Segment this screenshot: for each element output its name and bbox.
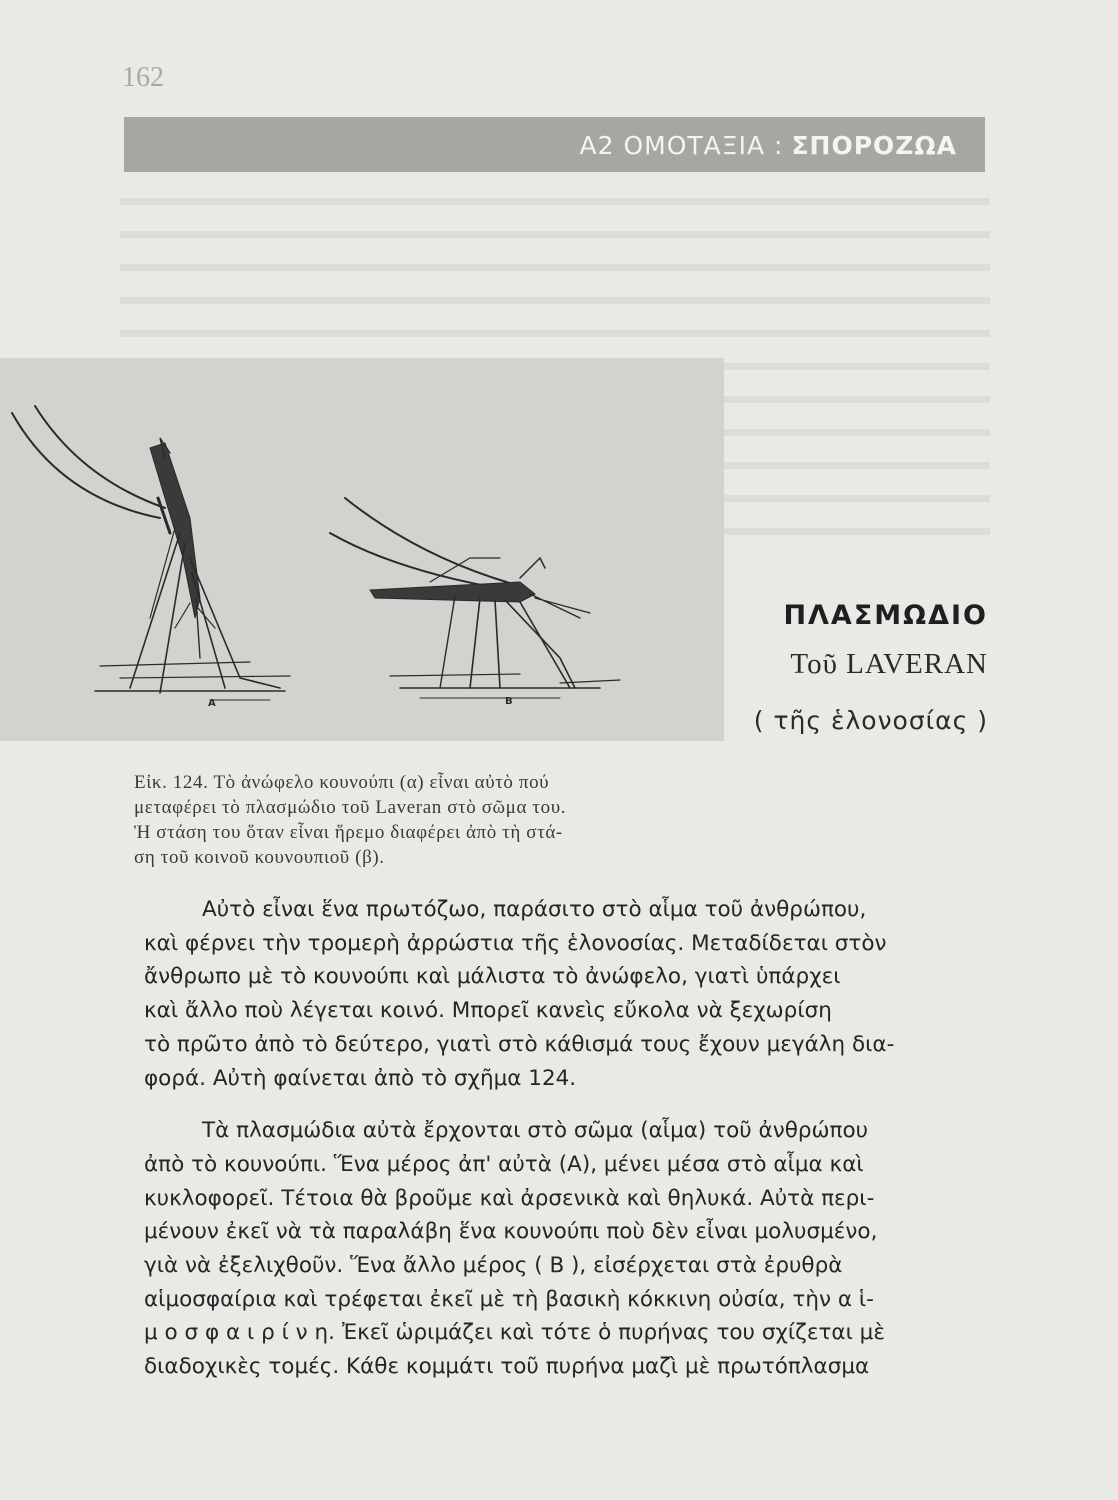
anopheles-mosquito-drawing — [12, 406, 290, 700]
chapter-header-band — [124, 117, 985, 172]
caption-line: Ἡ στάση του ὅταν εἶναι ἥρεμο διαφέρει ἀπὸ τὴ στά- — [134, 822, 563, 843]
figure-label-b: B — [505, 696, 513, 707]
body-line: Αὐτὸ εἶναι ἕνα πρωτόζωο, παράσιτο στὸ αἷμα τοῦ ἀνθρώπου, — [202, 897, 867, 922]
figure-label-a: A — [208, 698, 216, 709]
body-line: ἀπὸ τὸ κουνούπι. Ἕνα μέρος ἀπ' αὐτὰ (Α), μένει μέσα στὸ αἷμα καὶ — [144, 1151, 864, 1177]
body-line: Τὰ πλασμώδια αὐτὰ ἔρχονται στὸ σῶμα (αἷμα) τοῦ ἀνθρώπου — [202, 1118, 869, 1144]
culex-mosquito-drawing — [330, 498, 620, 698]
body-line: διαδοχικὲς τομές. Κάθε κομμάτι τοῦ πυρήνα μαζὶ μὲ πρωτόπλασμα — [144, 1354, 870, 1380]
chapter-class-label: A2 ΟΜΟΤΑΞΙΑ : — [579, 131, 784, 160]
chapter-header — [580, 131, 957, 160]
body-line: μένουν ἐκεῖ νὰ τὰ παραλάβη ἕνα κουνούπι ποὺ δὲν εἶναι μολυσμένο, — [144, 1219, 878, 1245]
body-line: καὶ φέρνει τὴν τρομερὴ ἀρρώστια τῆς ἑλονοσίας. Μεταδίδεται στὸν — [144, 930, 887, 956]
caption-line: Εἰκ. 124. Τὸ ἀνώφελο κουνούπι (α) εἶναι αὐτὸ πού — [134, 772, 550, 793]
page-number: 162 — [122, 62, 164, 93]
chapter-title: ΣΠΟΡΟΖΩΑ — [791, 131, 957, 160]
mosquito-figure — [0, 358, 724, 741]
body-line: φορά. Αὐτὴ φαίνεται ἀπὸ τὸ σχῆμα 124. — [144, 1065, 577, 1091]
section-subtitle: ( τῆς ἑλονοσίας ) — [753, 706, 988, 735]
section-author: Τοῦ LAVERAN — [790, 648, 988, 680]
body-line: τὸ πρῶτο ἀπὸ τὸ δεύτερο, γιατὶ στὸ κάθισμά τους ἔχουν μεγάλη δια- — [144, 1031, 895, 1057]
caption-line: ση τοῦ κοινοῦ κουνουπιοῦ (β). — [134, 847, 385, 868]
figure-caption — [134, 770, 734, 870]
paragraph-gap — [144, 1095, 992, 1114]
body-line: κυκλοφορεῖ. Τέτοια θὰ βροῦμε καὶ ἀρσενικὰ καὶ θηλυκά. Αὐτὰ περι- — [144, 1185, 875, 1211]
body-line: καὶ ἄλλο ποὺ λέγεται κοινό. Μπορεῖ κανεὶς εὔκολα νὰ ξεχωρίση — [144, 998, 832, 1024]
mosquito-illustration — [0, 358, 724, 741]
body-line: αἱμοσφαίρια καὶ τρέφεται ἐκεῖ μὲ τὴ βασικὴ κόκκινη οὐσία, τὴν α ἱ- — [144, 1286, 874, 1312]
body-text — [144, 893, 992, 1384]
caption-line: μεταφέρει τὸ πλασμώδιο τοῦ Laveran στὸ σῶμα του. — [134, 797, 567, 818]
body-line: γιὰ νὰ ἐξελιχθοῦν. Ἕνα ἄλλο μέρος ( Β ), εἰσέρχεται στὰ ἐρυθρὰ — [144, 1253, 843, 1279]
body-line: ἄνθρωπο μὲ τὸ κουνούπι καὶ μάλιστα τὸ ἀνώφελο, γιατὶ ὑπάρχει — [144, 964, 841, 990]
body-line: μ ο σ φ α ι ρ ί ν η. Ἐκεῖ ὡριμάζει καὶ τότε ὁ πυρήνας του σχίζεται μὲ — [144, 1320, 885, 1346]
section-title: ΠΛΑΣΜΩΔΙΟ — [783, 600, 988, 631]
